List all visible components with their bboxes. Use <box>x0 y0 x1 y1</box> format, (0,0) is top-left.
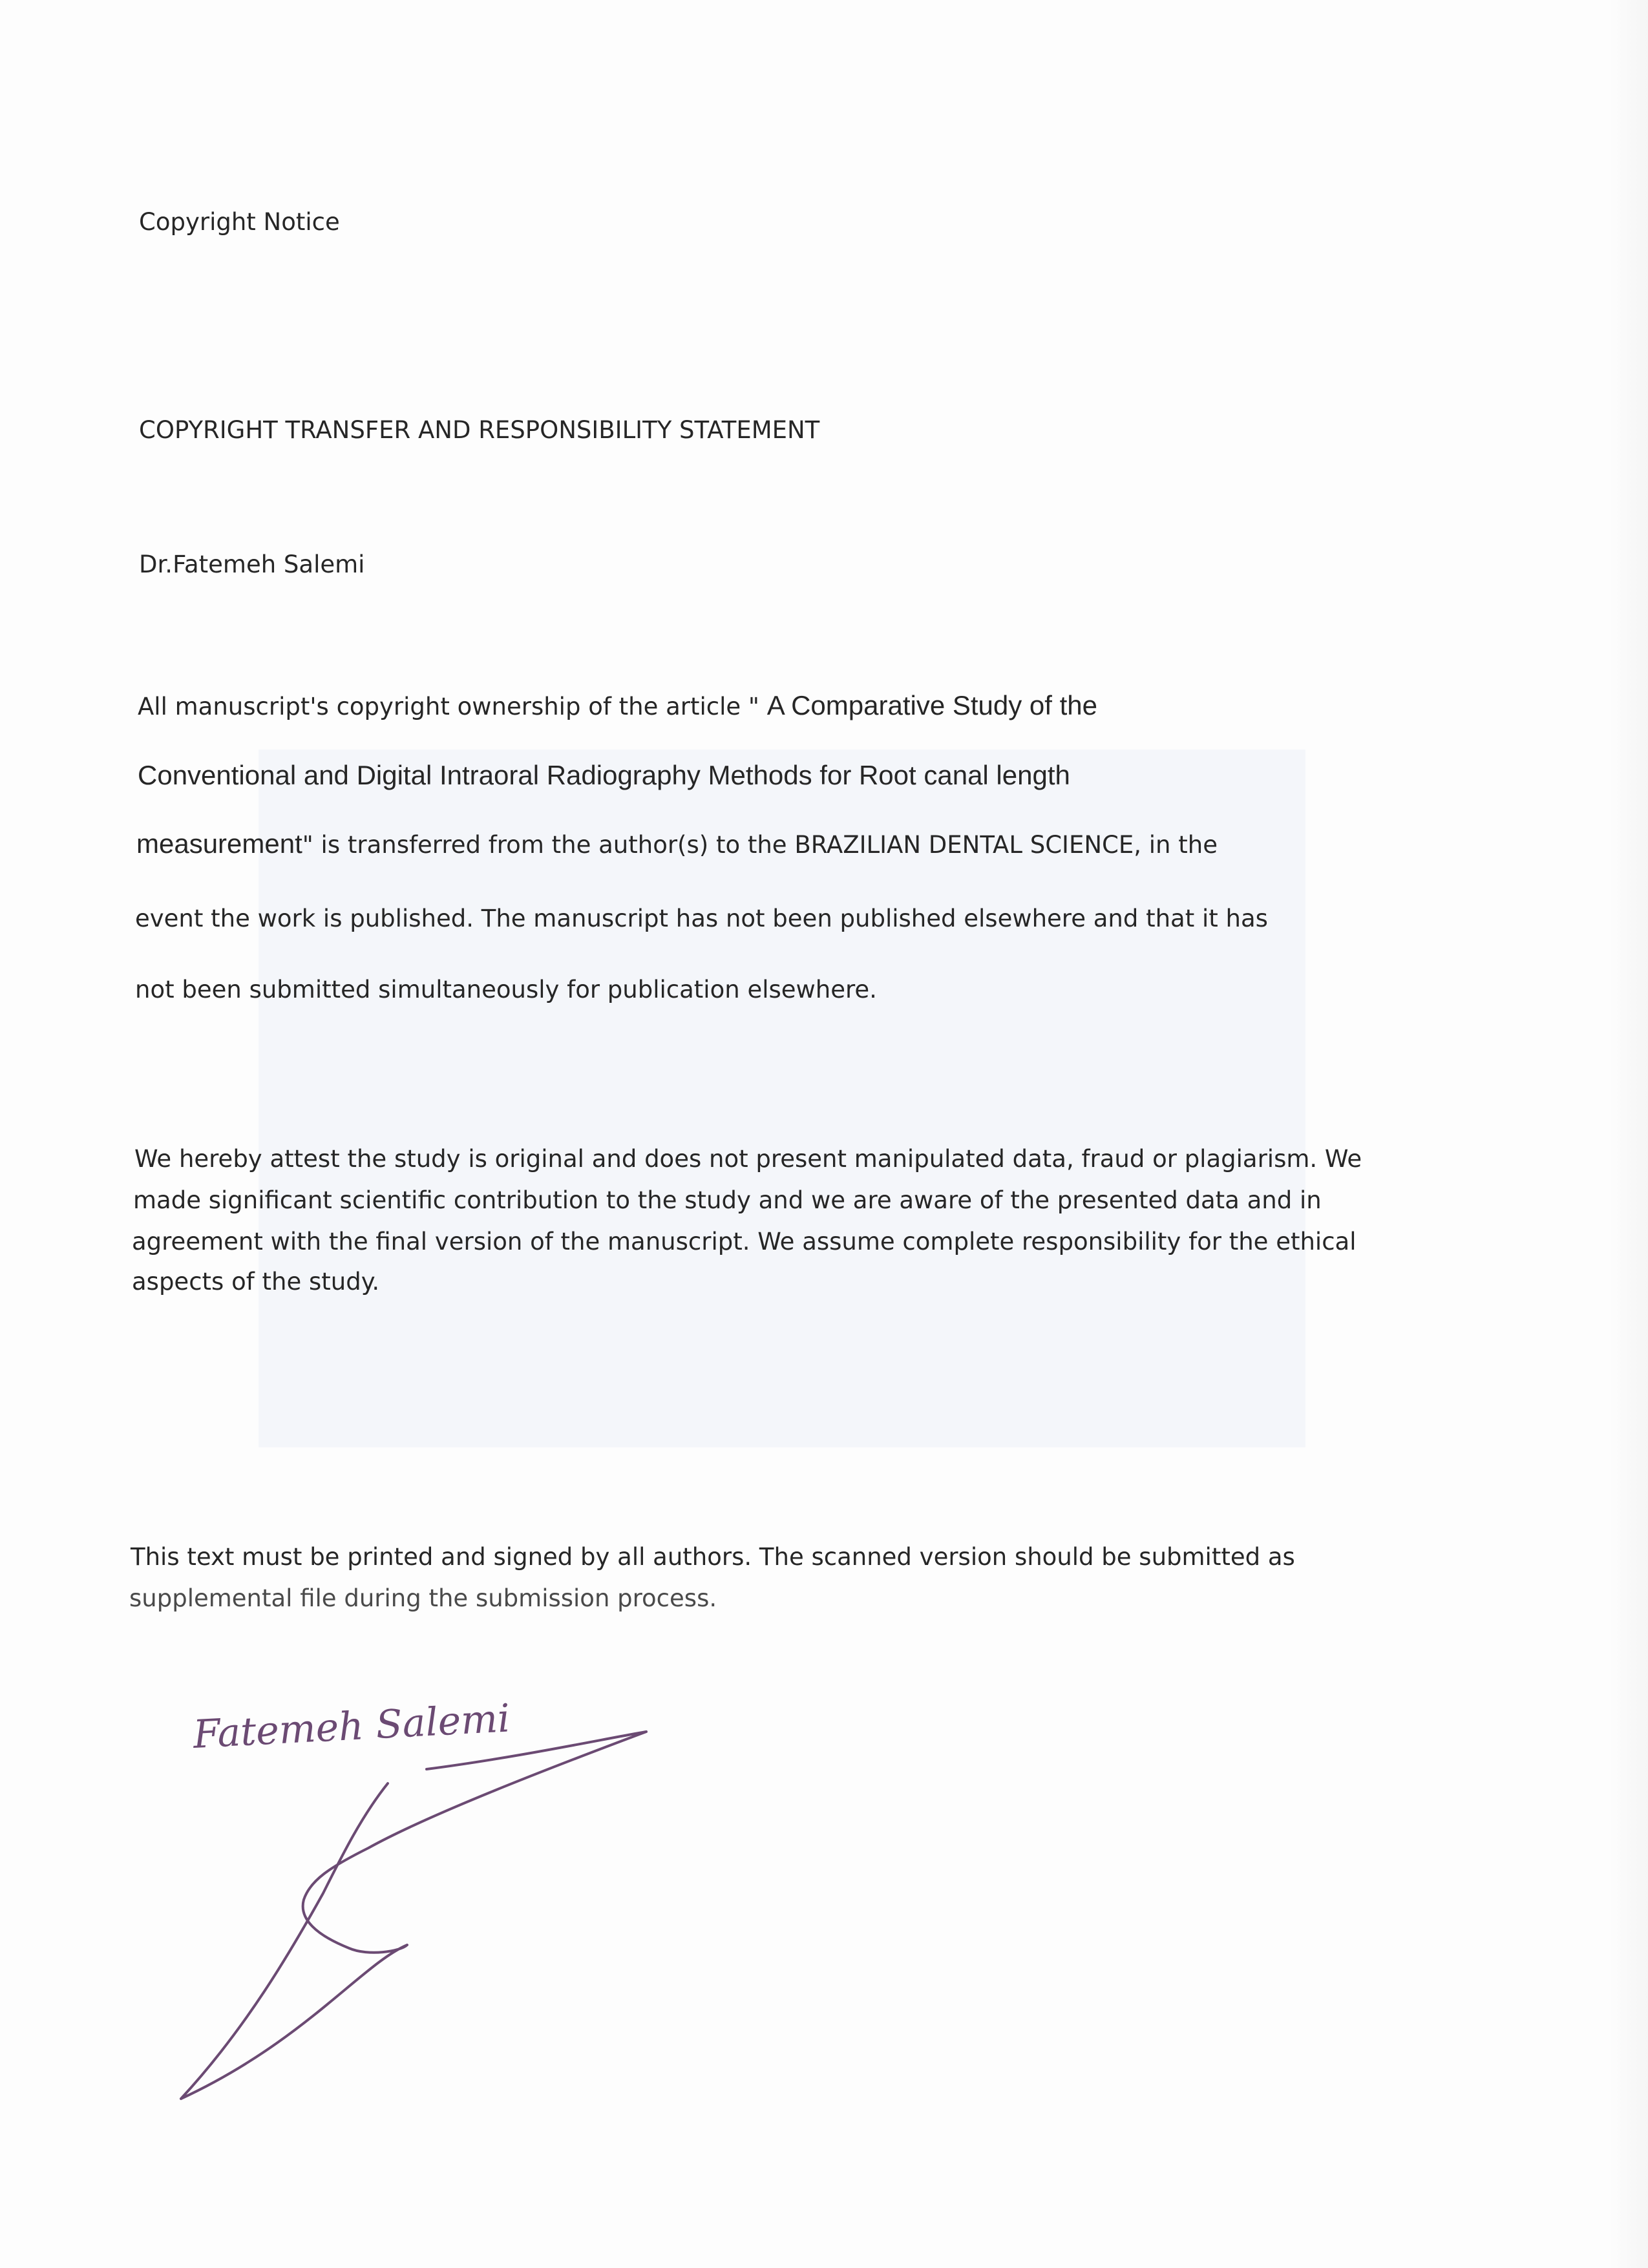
transfer-line-5: not been submitted simultaneously for publication elsewhere. <box>135 976 877 1003</box>
handwritten-signature <box>155 1680 672 2132</box>
transfer-line-4: event the work is published. The manuscript has not been published elsewhere and that it has <box>135 905 1268 932</box>
heading-copyright-notice: Copyright Notice <box>139 208 340 236</box>
instruction-line-2: supplemental file during the submission process. <box>129 1584 717 1612</box>
transfer-line-2: Conventional and Digital Intraoral Radiography Methods for Root canal length <box>138 760 1070 790</box>
transfer-line-3 <box>136 828 1218 859</box>
signature-name-text: Fatemeh Salemi <box>192 1696 511 1758</box>
attest-line-4: aspects of the study. <box>132 1268 380 1296</box>
attest-line-2: made significant scientific contribution to the study and we are aware of the presented data and in <box>133 1186 1322 1214</box>
instruction-line-1: This text must be printed and signed by all authors. The scanned version should be submitted as <box>131 1543 1295 1571</box>
transfer-line-1 <box>138 690 1097 721</box>
attest-line-1: We hereby attest the study is original and does not present manipulated data, fraud or plagiarism. We <box>134 1145 1362 1173</box>
transfer-line-1-part-b: A Comparative Study of the <box>766 690 1097 720</box>
transfer-line-3-part-a: measurement <box>136 828 302 859</box>
author-name: Dr.Fatemeh Salemi <box>139 551 365 578</box>
statement-title: COPYRIGHT TRANSFER AND RESPONSIBILITY STATEMENT <box>139 416 820 444</box>
transfer-line-3-part-b: " is transferred from the author(s) to the BRAZILIAN DENTAL SCIENCE, in the <box>302 831 1218 859</box>
transfer-line-1-part-a: All manuscript's copyright ownership of the article " <box>138 693 767 720</box>
signature-flourish-stroke <box>181 1732 646 2099</box>
scan-edge-shadow <box>1609 0 1648 2268</box>
attest-line-3: agreement with the final version of the manuscript. We assume complete responsibility for the ethical <box>132 1228 1357 1255</box>
